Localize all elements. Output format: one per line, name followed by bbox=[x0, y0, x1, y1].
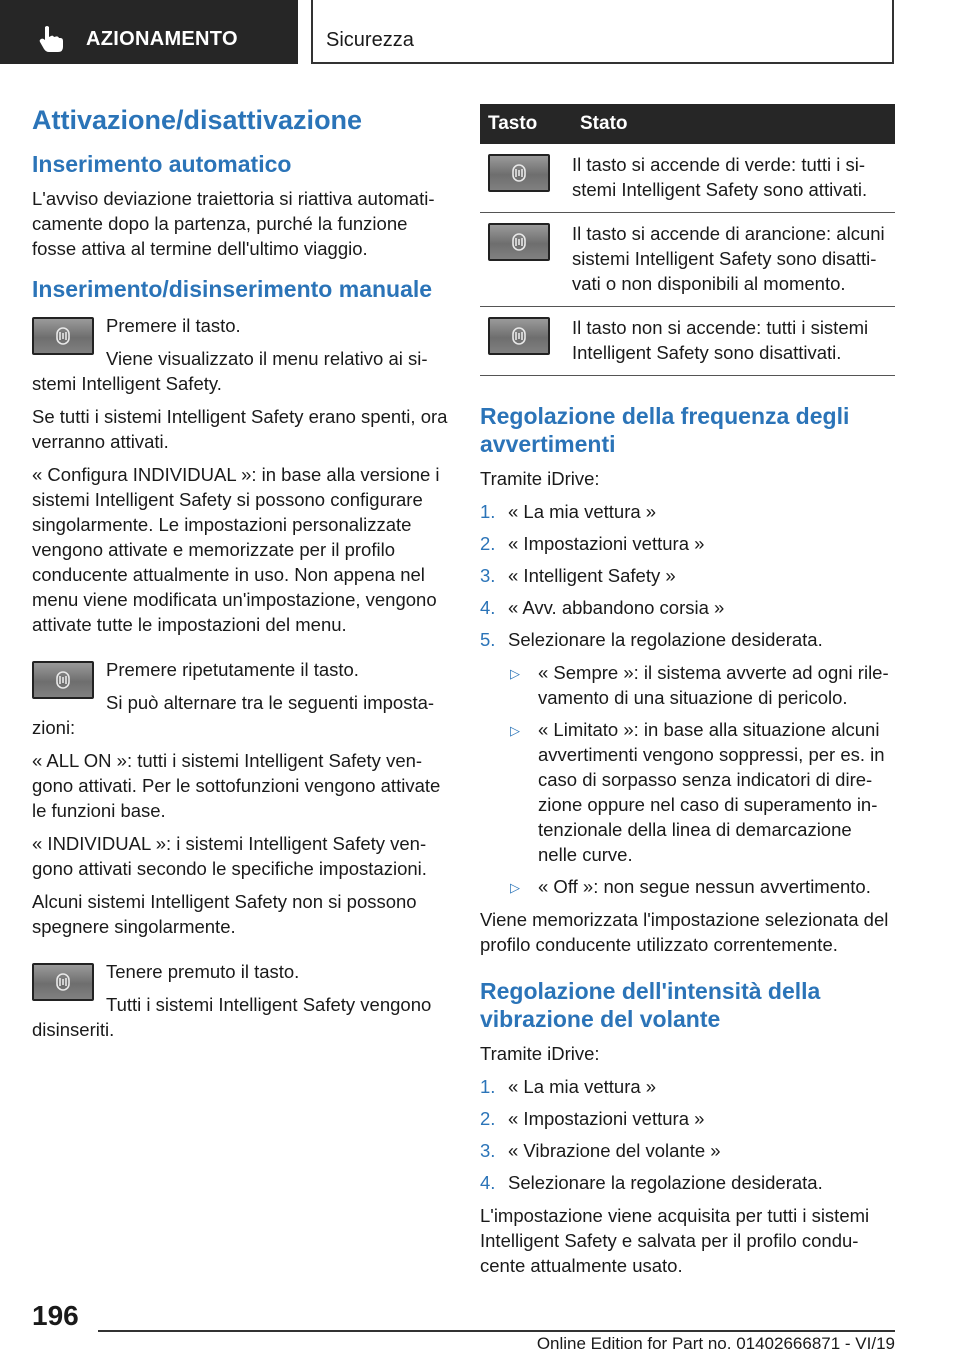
triangle-bullet-icon: ▷ bbox=[510, 666, 520, 681]
individual-text: « INDIVIDUAL »: i sistemi Intelligent Safety vengono attivati secondo le specifiche impostazioni. bbox=[32, 833, 427, 879]
page-number: 196 bbox=[32, 1300, 79, 1331]
table-row bbox=[480, 144, 895, 213]
menu-text: Viene visualizzato il menu relativo ai sistemi Intelligent Safety. bbox=[32, 348, 428, 394]
intelligent-safety-button-icon bbox=[32, 661, 94, 699]
button-status-table bbox=[480, 104, 895, 376]
manual-heading: Inserimento/disinserimento manuale bbox=[32, 276, 433, 302]
safety-symbol-icon bbox=[55, 670, 71, 690]
safety-symbol-icon bbox=[55, 972, 71, 992]
frequency-steps bbox=[480, 499, 895, 899]
table-row bbox=[480, 307, 895, 376]
list-item: 2. « Impostazioni vettura » bbox=[480, 1108, 705, 1129]
table-row bbox=[480, 213, 895, 307]
list-item: 3. « Vibrazione del volante » bbox=[480, 1140, 721, 1161]
hold-block bbox=[32, 959, 448, 1050]
chapter-label: Sicurezza bbox=[326, 29, 414, 51]
list-item: 3. « Intelligent Safety » bbox=[480, 565, 676, 586]
safety-symbol-icon bbox=[511, 326, 527, 346]
table-cell-status: Il tasto si accende di verde: tutti i sistemi Intelligent Safety sono attivati. bbox=[572, 144, 895, 213]
all-on-text: « ALL ON »: tutti i sistemi Intelligent Safety vengono attivati. Per le sottofunzioni vengono attivate le funzioni base. bbox=[32, 750, 441, 821]
intelligent-safety-button-icon bbox=[32, 317, 94, 355]
vibration-intro: Tramite iDrive: bbox=[480, 1043, 600, 1064]
auto-heading: Inserimento automatico bbox=[32, 151, 292, 177]
table-cell-icon bbox=[480, 307, 572, 376]
intelligent-safety-button-icon bbox=[32, 963, 94, 1001]
list-item: 4. « Avv. abbandono corsia » bbox=[480, 597, 725, 618]
intelligent-safety-button-icon bbox=[488, 223, 550, 261]
cannot-off-text: Alcuni sistemi Intelligent Safety non si possono spegnere singolarmente. bbox=[32, 891, 417, 937]
hold-text: Tenere premuto il tasto. bbox=[106, 961, 300, 982]
configure-text: « Configura INDIVIDUAL »: in base alla versione i sistemi Intelligent Safety si possono configurare singolarmente. Le impostazioni personalizzate vengono attivate e memorizzate per il profilo conducente attualmente in uso. Non appena nel menu viene modificata un'impostazione, vengono attivate tutte le impostazioni del menu. bbox=[32, 464, 440, 635]
section-tab bbox=[0, 0, 298, 64]
safety-symbol-icon bbox=[511, 232, 527, 252]
table-cell-status: Il tasto si accende di arancione: alcuni sistemi Intelligent Safety sono disattivati o non disponibili al momento. bbox=[572, 213, 895, 307]
table-cell-status: Il tasto non si accende: tutti i sistemi Intelligent Safety sono disattivati. bbox=[572, 307, 895, 376]
option-item: ▷ « Off »: non segue nessun avvertimento. bbox=[508, 874, 895, 899]
edition-text: Online Edition for Part no. 01402666871 - VI/19 bbox=[536, 1334, 895, 1353]
frequency-intro: Tramite iDrive: bbox=[480, 468, 600, 489]
triangle-bullet-icon: ▷ bbox=[510, 723, 520, 738]
safety-symbol-icon bbox=[55, 326, 71, 346]
left-column bbox=[32, 104, 448, 1050]
list-item: 4. Selezionare la regolazione desiderata. bbox=[480, 1172, 823, 1193]
triangle-bullet-icon: ▷ bbox=[510, 880, 520, 895]
right-column bbox=[480, 104, 895, 1286]
section-label: AZIONAMENTO bbox=[86, 28, 238, 50]
vibration-steps bbox=[480, 1074, 895, 1195]
pointing-hand-icon bbox=[38, 25, 64, 53]
option-item: ▷ « Limitato »: in base alla situazione alcuni avvertimenti vengono soppressi, per es. in caso di sorpasso senza indicatori di direzione oppure nel caso di superamento intenzionale della linea di demarcazione nelle curve. bbox=[510, 719, 885, 865]
repeat-text: Premere ripetutamente il tasto. bbox=[106, 659, 359, 680]
table-cell-icon bbox=[480, 213, 572, 307]
main-heading: Attivazione/disattivazione bbox=[32, 105, 363, 135]
vibration-heading: Regolazione dell'intensità della vibrazione del volante bbox=[480, 978, 821, 1032]
frequency-outro: Viene memorizzata l'impostazione selezionata del profilo conducente utilizzato correntemente. bbox=[480, 909, 889, 955]
table-header-row bbox=[480, 104, 895, 144]
vibration-outro: L'impostazione viene acquisita per tutti i sistemi Intelligent Safety e salvata per il profilo conducente attualmente usato. bbox=[480, 1205, 870, 1276]
table-cell-icon bbox=[480, 144, 572, 213]
chapter-tab bbox=[311, 0, 894, 64]
intelligent-safety-button-icon bbox=[488, 317, 550, 355]
list-item: 1. « La mia vettura » bbox=[480, 501, 657, 522]
table-header-status: Stato bbox=[572, 104, 895, 144]
press-text: Premere il tasto. bbox=[106, 315, 241, 336]
press-block bbox=[32, 313, 448, 404]
list-item: 5. Selezionare la regolazione desiderata. ▷ « Sempre »: il sistema avverte ad ogni rilevamento di una situazione di pericolo. ▷ « Limitato »: in base alla situazione alcuni avvertimenti vengono soppressi, per es. in caso di sorpasso senza indicatori di direzione oppure nel caso di superamento intenzionale della linea di demarcazione nelle curve. ▷ « Off »: non segue nessun avvertimento. bbox=[480, 627, 895, 899]
table-header-key: Tasto bbox=[480, 104, 572, 144]
auto-text: L'avviso deviazione traiettoria si riattiva automaticamente dopo la partenza, purché la funzione fosse attiva al termine dell'ultimo viaggio. bbox=[32, 188, 435, 259]
intelligent-safety-button-icon bbox=[488, 154, 550, 192]
frequency-heading: Regolazione della frequenza degli avvertimenti bbox=[480, 403, 850, 457]
frequency-options bbox=[508, 660, 895, 899]
safety-symbol-icon bbox=[511, 163, 527, 183]
toggle-text: Si può alternare tra le seguenti impostazioni: bbox=[32, 692, 435, 738]
footer-divider bbox=[98, 1330, 895, 1332]
list-item: 1. « La mia vettura » bbox=[480, 1076, 657, 1097]
option-item: ▷ « Sempre »: il sistema avverte ad ogni rilevamento di una situazione di pericolo. bbox=[510, 662, 889, 708]
repeat-block bbox=[32, 657, 448, 748]
all-off-text: Se tutti i sistemi Intelligent Safety erano spenti, ora verranno attivati. bbox=[32, 406, 448, 452]
disabled-text: Tutti i sistemi Intelligent Safety vengono disinseriti. bbox=[32, 994, 432, 1040]
list-item: 2. « Impostazioni vettura » bbox=[480, 533, 705, 554]
